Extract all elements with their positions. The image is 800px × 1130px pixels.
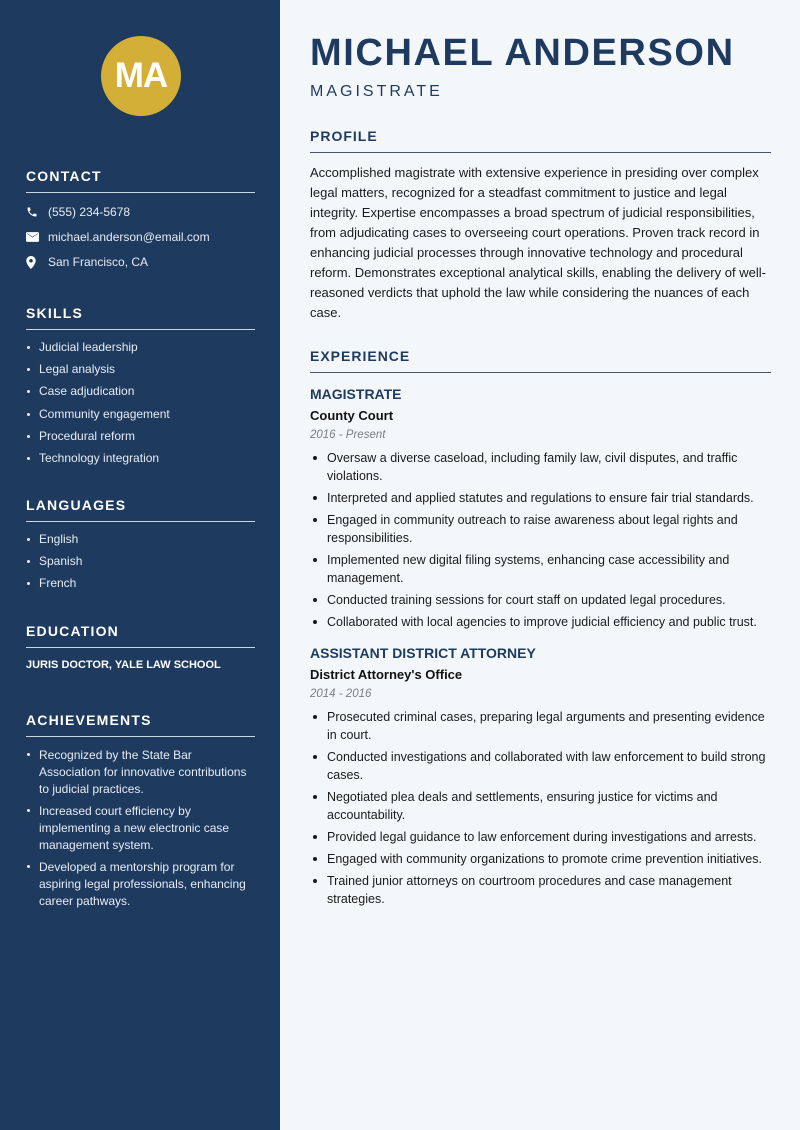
job-bullet: Prosecuted criminal cases, preparing legal arguments and presenting evidence in court.	[310, 708, 771, 744]
location-pin-icon	[26, 256, 48, 269]
job-bullet: Engaged in community outreach to raise awareness about legal rights and responsibilities.	[310, 511, 771, 547]
job-bullets	[310, 708, 771, 908]
skills-list	[26, 340, 255, 465]
job-bullet: Conducted training sessions for court staff on updated legal procedures.	[310, 591, 771, 609]
section-title-profile: PROFILE	[310, 128, 771, 153]
achievements-section	[26, 712, 255, 915]
achievement-item: Recognized by the State Bar Association for innovative contributions to judicial practices.	[26, 747, 255, 798]
contact-phone[interactable]	[26, 205, 255, 219]
skill-item: Procedural reform	[26, 429, 255, 443]
skills-section	[26, 305, 255, 473]
languages-list	[26, 532, 255, 590]
job-bullet: Conducted investigations and collaborated with law enforcement to build strong cases.	[310, 748, 771, 784]
email-icon	[26, 232, 48, 242]
skill-item: Legal analysis	[26, 362, 255, 376]
phone-icon	[26, 206, 48, 218]
job-bullet: Implemented new digital filing systems, enhancing case accessibility and management.	[310, 551, 771, 587]
contact-section	[26, 168, 255, 269]
language-item: English	[26, 532, 255, 546]
section-title-skills: SKILLS	[26, 305, 255, 330]
job-entry	[310, 386, 771, 631]
achievement-item: Developed a mentorship program for aspiring legal professionals, enhancing career pathways.	[26, 859, 255, 910]
contact-email[interactable]	[26, 230, 255, 244]
phone-text: (555) 234-5678	[48, 205, 131, 219]
education-section	[26, 623, 255, 671]
job-company: District Attorney's Office	[310, 667, 463, 682]
job-bullet: Collaborated with local agencies to improve judicial efficiency and public trust.	[310, 613, 771, 631]
job-bullet: Oversaw a diverse caseload, including family law, civil disputes, and traffic violations.	[310, 449, 771, 485]
location-text: San Francisco, CA	[48, 255, 149, 269]
skill-item: Community engagement	[26, 407, 255, 421]
email-text: michael.anderson@email.com	[48, 230, 210, 244]
candidate-role: MAGISTRATE	[310, 83, 443, 100]
job-bullet: Engaged with community organizations to promote crime prevention initiatives.	[310, 850, 771, 868]
achievements-list	[26, 747, 255, 910]
experience-section	[310, 348, 771, 912]
avatar-initials: MA	[114, 56, 168, 95]
job-bullets	[310, 449, 771, 631]
contact-location	[26, 255, 255, 269]
section-title-education: EDUCATION	[26, 623, 255, 648]
profile-section	[310, 128, 771, 323]
achievement-item: Increased court efficiency by implementing a new electronic case management system.	[26, 803, 255, 854]
education-item: JURIS DOCTOR, YALE LAW SCHOOL	[26, 659, 221, 671]
language-item: Spanish	[26, 554, 255, 568]
avatar	[101, 36, 181, 116]
section-title-experience: EXPERIENCE	[310, 348, 771, 373]
section-title-contact: CONTACT	[26, 168, 255, 193]
job-dates: 2014 - 2016	[310, 688, 372, 700]
language-item: French	[26, 576, 255, 590]
job-title: ASSISTANT DISTRICT ATTORNEY	[310, 645, 536, 661]
job-bullet: Interpreted and applied statutes and regulations to ensure fair trial standards.	[310, 489, 771, 507]
job-bullet: Provided legal guidance to law enforcement during investigations and arrests.	[310, 828, 771, 846]
sidebar	[0, 0, 280, 1130]
job-dates: 2016 - Present	[310, 429, 386, 441]
languages-section	[26, 497, 255, 599]
skill-item: Case adjudication	[26, 384, 255, 398]
profile-text: Accomplished magistrate with extensive experience in presiding over complex legal matters, recognized for a steadfast commitment to justice and legal integrity. Expertise encompasses a broad spectrum of judicial responsibilities, from adjudicating cases to overseeing court operations. Proven track record in enhancing judicial processes through innovative technology and procedural reform. Demonstrates exceptional analytical skills, enabling the delivery of well-reasoned verdicts that uphold the law while considering the nuances of each case.	[310, 165, 766, 320]
candidate-name: MICHAEL ANDERSON	[310, 32, 735, 74]
job-title: MAGISTRATE	[310, 386, 402, 402]
skill-item: Technology integration	[26, 451, 255, 465]
section-title-achievements: ACHIEVEMENTS	[26, 712, 255, 737]
job-bullet: Trained junior attorneys on courtroom procedures and case management strategies.	[310, 872, 771, 908]
job-entry	[310, 645, 771, 908]
skill-item: Judicial leadership	[26, 340, 255, 354]
section-title-languages: LANGUAGES	[26, 497, 255, 522]
job-company: County Court	[310, 408, 394, 423]
job-bullet: Negotiated plea deals and settlements, ensuring justice for victims and accountability.	[310, 788, 771, 824]
